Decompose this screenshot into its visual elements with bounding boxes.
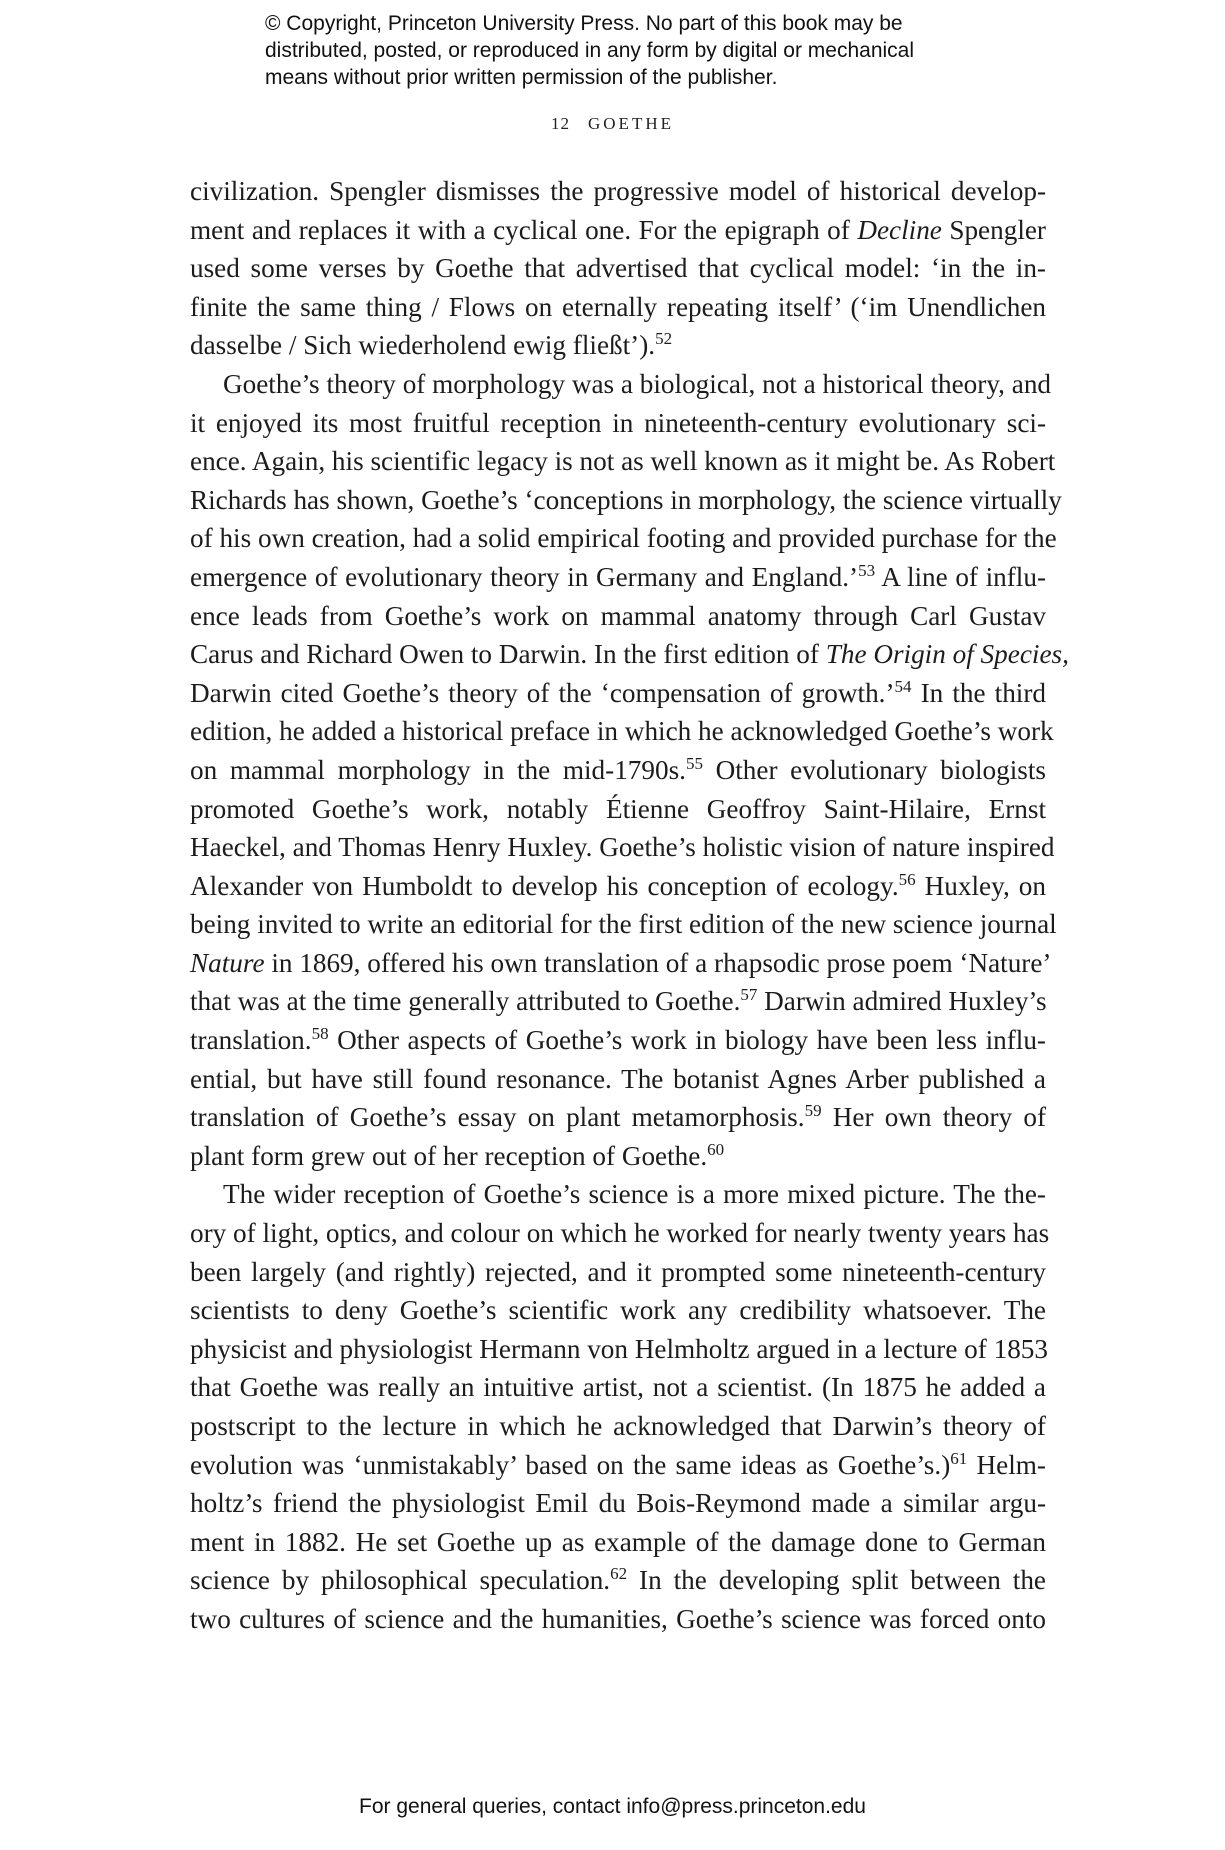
paragraph-start: The wider reception of Goethe’s science is a more mixed picture. The the- — [223, 1179, 1046, 1210]
text-line: Haeckel, and Thomas Henry Huxley. Goethe’s holistic vision of nature inspired — [190, 832, 1055, 863]
page-number: 12 — [551, 114, 570, 133]
text-line: physicist and physiologist Hermann von Helmholtz argued in a lecture of 1853 — [190, 1333, 1048, 1364]
text-line: on mammal morphology in the mid-1790s.$^{55}$ Other evolutionary biologists — [190, 753, 1046, 785]
copyright-line-1: © Copyright, Princeton University Press. No part of this book may be — [265, 12, 903, 35]
text-line: Alexander von Humboldt to develop his conception of ecology.$^{56}$ Huxley, on — [190, 869, 1046, 901]
text-line: postscript to the lecture in which he acknowledged that Darwin’s theory of — [190, 1411, 1046, 1441]
text-line: ment and replaces it with a cyclical one. For the epigraph of Decline Spengler — [190, 214, 1046, 245]
text-line: plant form grew out of her reception of Goethe.$^{60}$ — [190, 1139, 725, 1171]
footnote-ref[interactable]: 57 — [740, 985, 758, 1005]
text-line: used some verses by Goethe that advertised that cyclical model: ‘in the in- — [190, 253, 1046, 284]
copyright-notice — [265, 10, 1025, 91]
text-line: dasselbe / Sich wiederholend ewig fließt’).$^{52}$ — [190, 329, 673, 361]
text-line: Carus and Richard Owen to Darwin. In the first edition of The Origin of Species, — [190, 639, 1069, 670]
copyright-line-2: distributed, posted, or reproduced in any form by digital or mechanical — [265, 39, 915, 62]
text-line: scientists to deny Goethe’s scientific work any credibility whatsoever. The — [190, 1295, 1046, 1326]
text-line: that Goethe was really an intuitive artist, not a scientist. (In 1875 he added a — [190, 1372, 1046, 1403]
footnote-ref[interactable]: 56 — [898, 869, 916, 889]
text-line: ential, but have still found resonance. The botanist Agnes Arber published a — [190, 1063, 1046, 1094]
text-line: Nature in 1869, offered his own translation of a rhapsodic prose poem ‘Nature’ — [190, 947, 1052, 978]
running-head — [0, 114, 1225, 134]
body-text — [190, 172, 1069, 1639]
text-line: translation of Goethe’s essay on plant metamorphosis.$^{59}$ Her own theory of — [190, 1101, 1046, 1133]
footnote-ref[interactable]: 58 — [311, 1024, 329, 1044]
copyright-line-3: means without prior written permission of the publisher. — [265, 66, 778, 89]
footnote-ref[interactable]: 61 — [950, 1448, 968, 1468]
footnote-ref[interactable]: 62 — [610, 1564, 628, 1584]
text-line: of his own creation, had a solid empirical footing and provided purchase for the — [190, 523, 1057, 554]
footnote-ref[interactable]: 60 — [707, 1139, 725, 1159]
text-line: holtz’s friend the physiologist Emil du Bois-Reymond made a similar argu- — [190, 1488, 1046, 1519]
text-line: emergence of evolutionary theory in Germany and England.’$^{53}$ A line of influ- — [190, 560, 1046, 592]
text-line: translation.$^{58}$ Other aspects of Goethe’s work in biology have been less influ- — [190, 1024, 1046, 1056]
paragraph-start: Goethe’s theory of morphology was a biological, not a historical theory, and — [223, 368, 1052, 399]
footnote-ref[interactable]: 54 — [894, 676, 912, 696]
footnote-ref[interactable]: 52 — [655, 329, 673, 349]
footnote-ref[interactable]: 59 — [804, 1101, 822, 1121]
text-line: it enjoyed its most fruitful reception in nineteenth-century evolutionary sci- — [190, 407, 1046, 438]
text-line: ence leads from Goethe’s work on mammal anatomy through Carl Gustav — [190, 600, 1046, 631]
contact-footer: For general queries, contact info@press.princeton.edu — [359, 1795, 866, 1818]
text-line: two cultures of science and the humanities, Goethe’s science was forced onto — [190, 1603, 1046, 1634]
text-line: Darwin cited Goethe’s theory of the ‘compensation of growth.’$^{54}$ In the third — [190, 676, 1046, 708]
text-line: finite the same thing / Flows on eternally repeating itself’ (‘im Unendlichen — [190, 291, 1046, 322]
text-line: been largely (and rightly) rejected, and it prompted some nineteenth-century — [190, 1256, 1046, 1287]
running-head-title: GOETHE — [588, 114, 674, 133]
text-line: ence. Again, his scientific legacy is not as well known as it might be. As Robert — [190, 446, 1056, 477]
text-line: edition, he added a historical preface in which he acknowledged Goethe’s work — [190, 716, 1054, 747]
text-line: ment in 1882. He set Goethe up as example of the damage done to German — [190, 1526, 1046, 1557]
text-line: science by philosophical speculation.$^{62}$ In the developing split between the — [190, 1564, 1046, 1596]
text-line: ory of light, optics, and colour on which he worked for nearly twenty years has — [190, 1218, 1050, 1249]
footnote-ref[interactable]: 55 — [685, 753, 703, 773]
text-line: evolution was ‘unmistakably’ based on the same ideas as Goethe’s.)$^{61}$ Helm- — [190, 1448, 1046, 1480]
footnote-ref[interactable]: 53 — [858, 560, 876, 580]
text-line: Richards has shown, Goethe’s ‘conceptions in morphology, the science virtually — [190, 484, 1062, 515]
text-line: being invited to write an editorial for the first edition of the new science journal — [190, 909, 1057, 940]
text-line: that was at the time generally attributed to Goethe.$^{57}$ Darwin admired Huxley’s — [190, 985, 1047, 1017]
text-line: promoted Goethe’s work, notably Étienne Geoffroy Saint-Hilaire, Ernst — [190, 793, 1046, 824]
text-line: civilization. Spengler dismisses the progressive model of historical develop- — [190, 176, 1046, 206]
